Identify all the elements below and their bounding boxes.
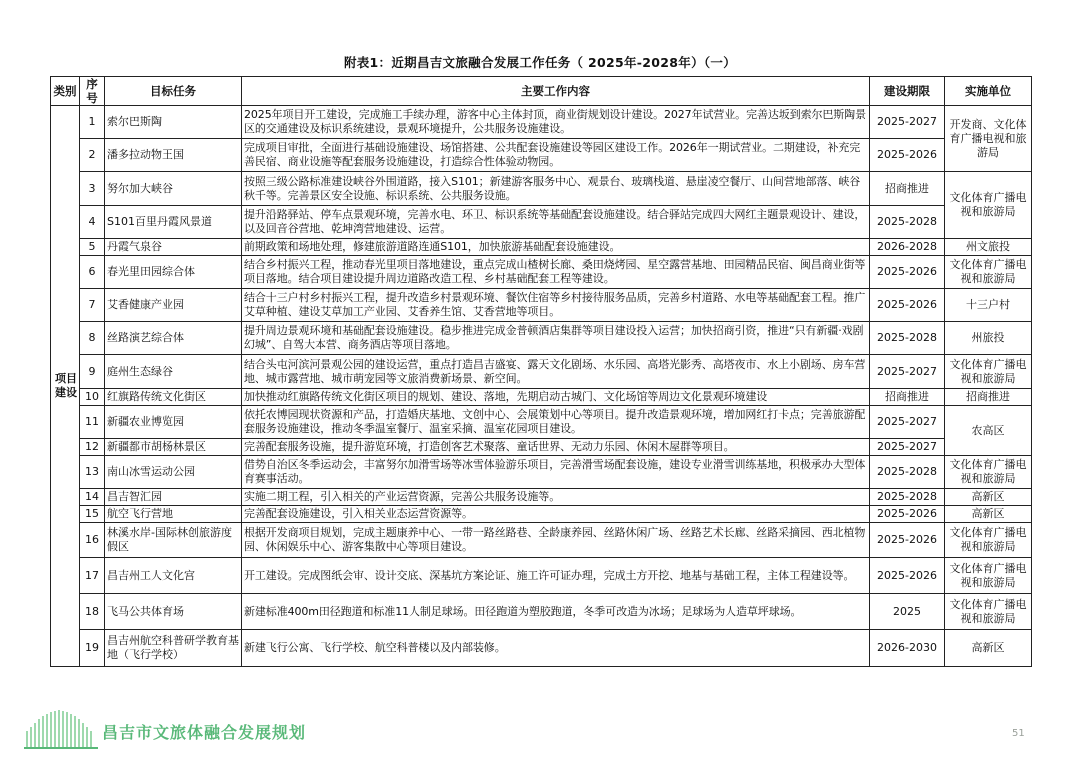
row-no: 7 bbox=[80, 289, 105, 322]
row-work: 加快推动红旗路传统文化街区项目的规划、建设、落地，先期启动古城门、文化场馆等周边文化景观环境建设 bbox=[242, 389, 870, 406]
category-label: 项目建设 bbox=[55, 372, 77, 399]
row-no: 6 bbox=[80, 256, 105, 289]
row-work: 完善配套服务设施，提升游览环境，打造创客艺术聚落、童话世界、无动力乐园、休闲木屋群等项目。 bbox=[242, 439, 870, 456]
table-row bbox=[51, 489, 1032, 506]
row-work: 开工建设。完成图纸会审、设计交底、深基坑方案论证、施工许可证办理，完成土方开挖、地基与基础工程，主体工程建设等。 bbox=[242, 558, 870, 594]
row-period: 2025-2026 bbox=[870, 256, 945, 289]
table-row bbox=[51, 594, 1032, 630]
row-period: 招商推进 bbox=[870, 172, 945, 206]
table-row bbox=[51, 389, 1032, 406]
row-period: 2025 bbox=[870, 594, 945, 630]
row-work: 提升沿路驿站、停车点景观环境，完善水电、环卫、标识系统等基础配套设施建设。结合驿站完成四大网红主题景观设计、建设，以及回音谷营地、乾坤湾营地建设、运营。 bbox=[242, 206, 870, 239]
row-period: 2025-2026 bbox=[870, 289, 945, 322]
table-title: 附表1：近期昌吉文旅融合发展工作任务（ 2025年-2028年）（一） bbox=[343, 55, 737, 70]
row-period: 2025-2028 bbox=[870, 489, 945, 506]
row-no: 9 bbox=[80, 355, 105, 389]
row-work: 结合乡村振兴工程，推动春光里项目落地建设，重点完成山楂树长廊、桑田烧烤园、星空露营基地、田园精品民宿、闽昌商业街等项目落地。结合项目建设提升周边道路改造工程、乡村基础配套工程等建设。 bbox=[242, 256, 870, 289]
row-unit: 高新区 bbox=[945, 489, 1032, 506]
row-no: 5 bbox=[80, 239, 105, 256]
table-row bbox=[51, 239, 1032, 256]
row-work: 完成项目审批，全面进行基础设施建设、场馆搭建、公共配套设施建设等园区建设工作。2026年一期试营业。二期建设，补充完善民宿、商业设施等配套服务设施建设，打造综合性体验动物园。 bbox=[242, 139, 870, 172]
row-period: 2025-2028 bbox=[870, 322, 945, 355]
footer-title: 昌吉市文旅体融合发展规划 bbox=[102, 723, 307, 742]
row-goal: 丝路演艺综合体 bbox=[105, 322, 242, 355]
row-unit: 州旅投 bbox=[945, 322, 1032, 355]
row-goal: 红旗路传统文化街区 bbox=[105, 389, 242, 406]
row-goal: 努尔加大峡谷 bbox=[105, 172, 242, 206]
row-work: 按照三级公路标准建设峡谷外围道路，接入S101；新建游客服务中心、观景台、玻璃栈道、悬崖凌空餐厅、山间营地部落、峡谷秋千等。完善景区安全设施、标识系统、公共服务设施。 bbox=[242, 172, 870, 206]
table-row bbox=[51, 456, 1032, 489]
row-period: 2025-2027 bbox=[870, 106, 945, 139]
row-unit: 文化体育广播电视和旅游局 bbox=[945, 456, 1032, 489]
row-no: 13 bbox=[80, 456, 105, 489]
header-no: 序号 bbox=[80, 77, 105, 106]
row-unit: 文化体育广播电视和旅游局 bbox=[945, 558, 1032, 594]
row-goal: 昌吉州航空科普研学教育基地（飞行学校） bbox=[105, 630, 242, 667]
row-period: 2026-2030 bbox=[870, 630, 945, 667]
row-unit: 文化体育广播电视和旅游局 bbox=[945, 594, 1032, 630]
row-period: 2025-2027 bbox=[870, 355, 945, 389]
row-work: 前期政策和场地处理，修建旅游道路连通S101，加快旅游基础配套设施建设。 bbox=[242, 239, 870, 256]
row-no: 8 bbox=[80, 322, 105, 355]
row-work: 提升周边景观环境和基础配套设施建设。稳步推进完成金普顿酒店集群等项目建设投入运营；加快招商引资，推进“只有新疆·戏剧幻城”、自驾大本营、商务酒店等项目落地。 bbox=[242, 322, 870, 355]
row-unit: 文化体育广播电视和旅游局 bbox=[945, 523, 1032, 558]
row-no: 17 bbox=[80, 558, 105, 594]
row-goal: 庭州生态绿谷 bbox=[105, 355, 242, 389]
row-unit: 招商推进 bbox=[945, 389, 1032, 406]
row-goal: 南山冰雪运动公园 bbox=[105, 456, 242, 489]
row-goal: S101百里丹霞风景道 bbox=[105, 206, 242, 239]
row-goal: 昌吉州工人文化宫 bbox=[105, 558, 242, 594]
row-unit: 文化体育广播电视和旅游局 bbox=[945, 355, 1032, 389]
row-work: 新建飞行公寓、飞行学校、航空科普楼以及内部装修。 bbox=[242, 630, 870, 667]
row-unit: 农高区 bbox=[945, 406, 1032, 456]
table-row bbox=[51, 106, 1032, 139]
row-goal: 春光里田园综合体 bbox=[105, 256, 242, 289]
row-no: 1 bbox=[80, 106, 105, 139]
row-work: 根据开发商项目规划，完成主题康养中心、一带一路丝路巷、全龄康养园、丝路休闲广场、丝路艺术长廊、丝路采摘园、西北植物园、休闲娱乐中心、游客集散中心等项目建设。 bbox=[242, 523, 870, 558]
category-cell bbox=[51, 106, 80, 667]
table-row bbox=[51, 289, 1032, 322]
row-unit: 文化体育广播电视和旅游局 bbox=[945, 256, 1032, 289]
row-goal: 新疆农业博览园 bbox=[105, 406, 242, 439]
row-period: 2025-2026 bbox=[870, 558, 945, 594]
row-goal: 航空飞行营地 bbox=[105, 506, 242, 523]
row-work: 结合十三户村乡村振兴工程，提升改造乡村景观环境、餐饮住宿等乡村接待服务品质，完善乡村道路、水电等基础配套工程。推广艾草种植、建设艾草加工产业园、艾香养生馆、艾香营地等项目。 bbox=[242, 289, 870, 322]
row-goal: 潘多拉动物王国 bbox=[105, 139, 242, 172]
table-row bbox=[51, 506, 1032, 523]
page-number: 51 bbox=[1012, 728, 1025, 739]
table-row bbox=[51, 439, 1032, 456]
table-row bbox=[51, 630, 1032, 667]
header-goal: 目标任务 bbox=[105, 77, 242, 106]
table-row bbox=[51, 406, 1032, 439]
task-table bbox=[50, 76, 1032, 667]
table-row bbox=[51, 172, 1032, 206]
row-no: 3 bbox=[80, 172, 105, 206]
row-period: 2025-2027 bbox=[870, 439, 945, 456]
row-work: 新建标准400m田径跑道和标准11人制足球场。田径跑道为塑胶跑道，冬季可改造为冰场；足球场为人造草坪球场。 bbox=[242, 594, 870, 630]
row-goal: 林溪水岸-国际林创旅游度假区 bbox=[105, 523, 242, 558]
row-period: 2025-2028 bbox=[870, 456, 945, 489]
row-no: 11 bbox=[80, 406, 105, 439]
row-no: 12 bbox=[80, 439, 105, 456]
row-period: 2025-2028 bbox=[870, 206, 945, 239]
table-row bbox=[51, 206, 1032, 239]
row-unit: 州文旅投 bbox=[945, 239, 1032, 256]
row-period: 招商推进 bbox=[870, 389, 945, 406]
header-work: 主要工作内容 bbox=[242, 77, 870, 106]
row-work: 实施二期工程，引入相关的产业运营资源，完善公共服务设施等。 bbox=[242, 489, 870, 506]
row-no: 19 bbox=[80, 630, 105, 667]
row-goal: 新疆都市胡杨林景区 bbox=[105, 439, 242, 456]
header-unit: 实施单位 bbox=[945, 77, 1032, 106]
row-no: 15 bbox=[80, 506, 105, 523]
table-header-row bbox=[51, 77, 1032, 106]
row-no: 4 bbox=[80, 206, 105, 239]
row-work: 依托农博园现状资源和产品，打造婚庆基地、文创中心、会展策划中心等项目。提升改造景观环境，增加网红打卡点；完善旅游配套服务设施建设，推动冬季温室餐厅、温室采摘、温室花园项目建设。 bbox=[242, 406, 870, 439]
row-unit: 开发商、文化体育广播电视和旅游局 bbox=[945, 106, 1032, 172]
row-no: 2 bbox=[80, 139, 105, 172]
row-goal: 昌吉智汇园 bbox=[105, 489, 242, 506]
row-work: 完善配套设施建设，引入相关业态运营资源等。 bbox=[242, 506, 870, 523]
row-goal: 丹霞气泉谷 bbox=[105, 239, 242, 256]
table-row bbox=[51, 256, 1032, 289]
row-no: 14 bbox=[80, 489, 105, 506]
table-row bbox=[51, 355, 1032, 389]
table-row bbox=[51, 558, 1032, 594]
row-goal: 飞马公共体育场 bbox=[105, 594, 242, 630]
row-no: 16 bbox=[80, 523, 105, 558]
row-unit: 高新区 bbox=[945, 506, 1032, 523]
row-no: 18 bbox=[80, 594, 105, 630]
row-unit: 高新区 bbox=[945, 630, 1032, 667]
row-work: 结合头屯河滨河景观公园的建设运营，重点打造昌吉盛宴、露天文化剧场、水乐园、高塔光影秀、高塔夜市、水上小剧场、房车营地、城市露营地、城市萌宠园等文旅消费新场景、新空间。 bbox=[242, 355, 870, 389]
row-unit: 十三户村 bbox=[945, 289, 1032, 322]
row-goal: 艾香健康产业园 bbox=[105, 289, 242, 322]
skyline-logo-icon bbox=[24, 709, 98, 753]
row-period: 2025-2027 bbox=[870, 406, 945, 439]
header-period: 建设期限 bbox=[870, 77, 945, 106]
header-category: 类别 bbox=[51, 77, 80, 106]
table-row bbox=[51, 523, 1032, 558]
row-goal: 索尔巴斯陶 bbox=[105, 106, 242, 139]
row-period: 2025-2026 bbox=[870, 139, 945, 172]
row-period: 2025-2026 bbox=[870, 523, 945, 558]
table-row bbox=[51, 139, 1032, 172]
row-period: 2026-2028 bbox=[870, 239, 945, 256]
row-period: 2025-2026 bbox=[870, 506, 945, 523]
row-work: 2025年项目开工建设，完成施工手续办理，游客中心主体封顶，商业街规划设计建设。2027年试营业。完善达坂到索尔巴斯陶景区的交通建设及标识系统建设，景观环境提升，公共服务设施建设。 bbox=[242, 106, 870, 139]
row-no: 10 bbox=[80, 389, 105, 406]
row-unit: 文化体育广播电视和旅游局 bbox=[945, 172, 1032, 239]
table-row bbox=[51, 322, 1032, 355]
row-work: 借势自治区冬季运动会，丰富努尔加滑雪场等冰雪体验游乐项目，完善滑雪场配套设施，建设专业滑雪训练基地，积极承办大型体育赛事活动。 bbox=[242, 456, 870, 489]
